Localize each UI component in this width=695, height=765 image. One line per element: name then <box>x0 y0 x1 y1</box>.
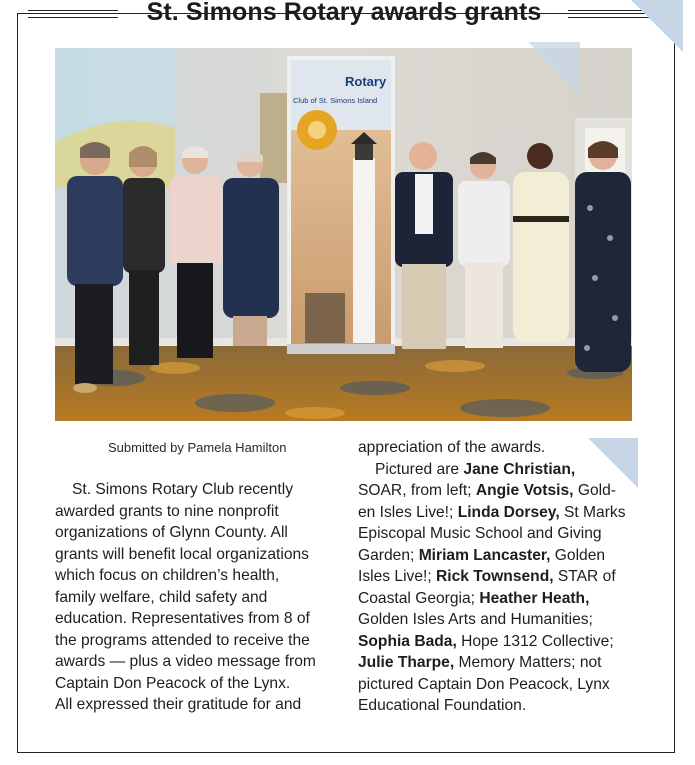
person-name: Miriam Lancaster, <box>418 546 551 564</box>
body-line <box>358 631 648 653</box>
group-photo <box>55 48 632 421</box>
person-name: Julie Tharpe, <box>358 654 455 671</box>
headline-row <box>0 0 695 30</box>
body-text: Pictured are <box>375 460 464 478</box>
photo-credit: Submitted by Pamela Hamilton <box>108 440 287 455</box>
body-line: St. Simons Rotary Club recently <box>72 481 293 498</box>
person-name: Rick Townsend, <box>436 568 554 585</box>
body-text: en Isles Live!; <box>358 503 458 521</box>
body-text: STAR of <box>553 568 616 585</box>
person-name: Sophia Bada, <box>358 632 457 650</box>
body-line <box>358 674 648 696</box>
body-line <box>358 523 648 545</box>
body-line <box>358 652 648 674</box>
body-text: appreciation of the awards. <box>358 439 546 456</box>
corner-triangle-decoration <box>631 0 683 52</box>
body-text: Educational Foundation. <box>358 697 527 714</box>
person-name: Jane Christian, <box>463 460 576 478</box>
body-line: awards — plus a video message from <box>55 653 316 670</box>
article-body-left <box>55 479 345 716</box>
body-text: Hope 1312 Collective; <box>456 632 614 650</box>
body-line <box>358 566 648 588</box>
body-line: awarded grants to nine nonprofit <box>55 502 279 520</box>
body-text: Golden Isles Arts and Humanities; <box>358 611 593 628</box>
corner-triangle-decoration <box>528 42 580 94</box>
person-name: Angie Votsis, <box>475 482 574 499</box>
body-text: Episcopal Music School and Giving <box>358 525 602 542</box>
body-line <box>358 588 648 610</box>
body-text: Coastal Georgia; <box>358 589 480 607</box>
body-text: pictured Captain Don Peacock, Lynx <box>358 675 610 693</box>
body-line: which focus on children’s health, <box>55 567 280 584</box>
body-line <box>358 502 648 524</box>
body-line: organizations of Glynn County. All <box>55 524 288 541</box>
body-line <box>358 545 648 567</box>
body-text: SOAR, from left; <box>358 482 476 499</box>
headline: St. Simons Rotary awards grants <box>146 0 542 26</box>
body-line: the programs attended to receive the <box>55 631 310 649</box>
banner-title: Rotary <box>345 74 387 89</box>
body-line: All expressed their gratitude for and <box>55 696 302 713</box>
body-line: grants will benefit local organizations <box>55 545 309 563</box>
body-line: education. Representatives from 8 of <box>55 610 310 627</box>
banner-subtitle: Club of St. Simons Island <box>293 96 378 105</box>
body-line <box>358 695 648 717</box>
body-text: Isles Live!; <box>358 568 436 585</box>
headline-rule-left <box>28 10 118 18</box>
person-name: Linda Dorsey, <box>457 503 560 521</box>
body-line <box>358 609 648 631</box>
body-line: Captain Don Peacock of the Lynx. <box>55 674 291 692</box>
person-name: Heather Heath, <box>479 589 590 607</box>
body-text: Memory Matters; not <box>454 654 602 671</box>
body-text: Golden <box>550 546 606 564</box>
body-line: family welfare, child safety and <box>55 588 268 606</box>
body-text: Gold- <box>573 482 616 499</box>
body-text: Garden; <box>358 546 419 564</box>
corner-triangle-decoration <box>588 438 638 488</box>
body-text: St Marks <box>559 503 626 521</box>
